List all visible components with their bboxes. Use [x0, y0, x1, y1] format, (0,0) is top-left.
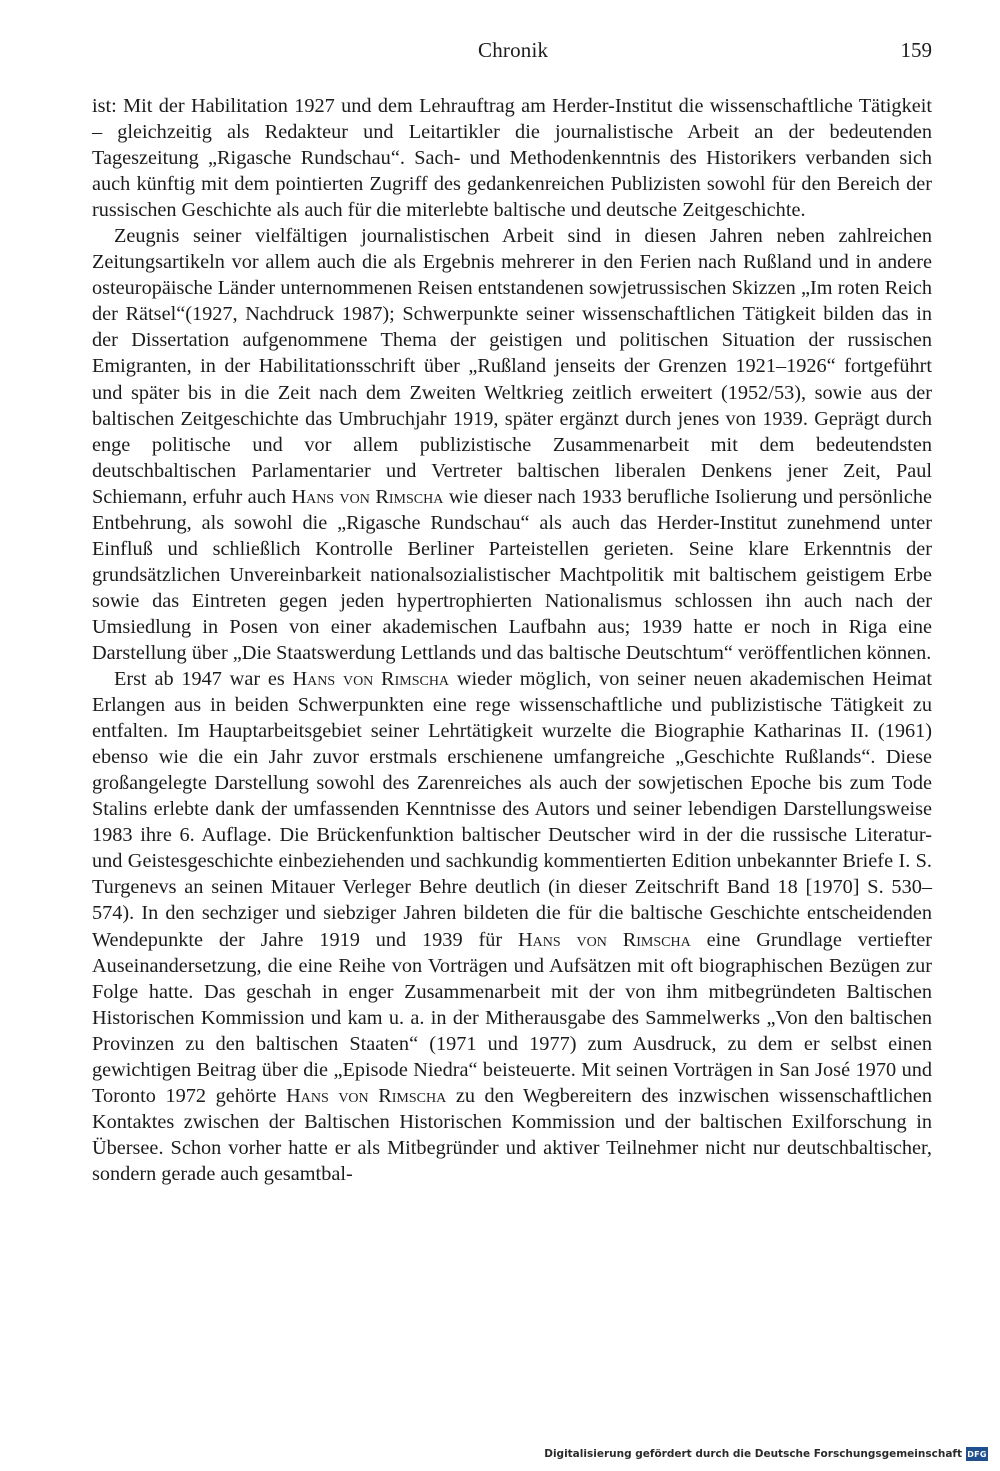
running-title: Chronik	[478, 38, 549, 62]
body-text	[92, 93, 932, 1187]
paragraph-text: Zeugnis seiner vielfältigen journalistischen Arbeit sind in diesen Jahren neben zahlreichen Zeitungsartikeln vor allem auch die als Ergebnis mehrerer in den Ferien nach Rußland und in andere osteuropäische Länder unternommenen Reisen entstandenen sowjetrussischen Skizzen „Im roten Reich der Rätsel“(1927, Nachdruck 1987); Schwerpunkte seiner wissenschaftlichen Tätigkeit bilden das in der Dissertation aufgenommene Thema der geistigen und politischen Situation der russischen Emigranten, in der Habilitationsschrift über „Rußland jenseits der Grenzen 1921–1926“ fortgeführt und später bis in die Zeit nach dem Zweiten Weltkrieg zeitlich erweitert (1952/53), sowie aus der baltischen Zeitgeschichte das Umbruchjahr 1919, später ergänzt durch jenes von 1939. Geprägt durch enge politische und vor allem publizistische Zusammenarbeit mit dem bedeutendsten deutschbaltischen Parlamentarier und Vertreter baltischen liberalen Denkens jener Zeit, Paul Schiemann, erfuhr auch	[92, 225, 932, 508]
paragraph	[92, 223, 932, 666]
person-name: Hans von Rimscha	[517, 928, 691, 951]
page-number: 159	[900, 38, 932, 62]
paragraph	[92, 93, 932, 223]
paragraph-text: zu den Wegbereitern des inzwischen wissenschaftlichen Kontaktes zwischen der Baltischen Historischen Kommission und der baltischen Exilforschung in Übersee. Schon vorher hatte er als Mitbegründer und aktiver Teilnehmer nicht nur deutschbaltischer, sondern gerade auch gesamtbal-	[92, 1084, 933, 1185]
person-name: Hans von Rimscha	[286, 1084, 447, 1107]
dfg-logo-icon: DFG	[966, 1447, 988, 1461]
digitization-credit	[544, 1447, 988, 1461]
paragraph-text: ist: Mit der Habilitation 1927 und dem Lehrauftrag am Herder-Institut die wissenschaftliche Tätigkeit – gleichzeitig als Redakteur und Leitartikler die journalistische Arbeit an der bedeutenden Tageszeitung „Rigasche Rundschau“. Sach- und Methodenkenntnis des Historikers verbanden sich auch künftig mit dem pointierten Zugriff des gedankenreichen Publizisten sowohl für den Bereich der russischen Geschichte als auch für die miterlebte baltische und deutsche Zeitgeschichte.	[92, 95, 932, 222]
person-name: Hans von Rimscha	[291, 485, 444, 508]
paragraph-text: wie dieser nach 1933 berufliche Isolierung und persönliche Entbehrung, als sowohl die „Rigasche Rundschau“ als auch das Herder-Institut zunehmend unter Einfluß und schließlich Kontrolle Berliner Parteistellen gerieten. Seine klare Erkenntnis der grundsätzlichen Unvereinbarkeit nationalsozialistischer Machtpolitik mit baltischem geistigem Erbe sowie das Eintreten gegen jeden hypertrophierten Nationalismus schlossen ihn auch nach der Umsiedlung in Posen von einer akademischen Laufbahn aus; 1939 hatte er noch in Riga eine Darstellung über „Die Staatswerdung Lettlands und das baltische Deutschtum“ veröffentlichen können.	[92, 485, 932, 664]
person-name: Hans von Rimscha	[292, 668, 450, 691]
paragraph	[92, 666, 932, 1187]
paragraph-text: wieder möglich, von seiner neuen akademischen Heimat Erlangen aus in beiden Schwerpunkten eine rege wissenschaftliche und publizistische Tätigkeit zu entfalten. Im Hauptarbeitsgebiet seiner Lehrtätigkeit wurzelte die Biographie Katharinas II. (1961) ebenso wie die ein Jahr zuvor erstmals erschienene umfangreiche „Geschichte Rußlands“. Diese großangelegte Darstellung sowohl des Zarenreiches als auch der sowjetischen Epoche bis zum Tode Stalins erlebte dank der umfassenden Kenntnisse des Autors und seiner lebendigen Darstellungsweise 1983 ihre 6. Auflage. Die Brückenfunktion baltischer Deutscher wird in der die russische Literatur- und Geistesgeschichte einbeziehenden und sachkundig kommentierten Edition unbekannter Briefe I. S. Turgenevs an seinen Mitauer Verleger Behre deutlich (in dieser Zeitschrift Band 18 [1970] S. 530–574). In den sechziger und siebziger Jahren bildeten die für die baltische Geschichte entscheidenden Wendepunkte der Jahre 1919 und 1939 für	[92, 668, 932, 951]
paragraph-text: Erst ab 1947 war es	[114, 668, 293, 691]
paragraph-text: eine Grundlage vertiefter Auseinandersetzung, die eine Reihe von Vorträgen und Aufsätzen mit oft biographischen Bezügen zur Folge hatte. Das geschah in enger Zusammenarbeit mit der von ihm mitbegründeten Baltischen Historischen Kommission und kam u. a. in der Mitherausgabe des Sammelwerks „Von den baltischen Provinzen zu den baltischen Staaten“ (1971 und 1977) zum Ausdruck, zu dem er selbst einen gewichtigen Beitrag über die „Episode Niedra“ beisteuerte. Mit seinen Vorträgen in San José 1970 und Toronto 1972 gehörte	[92, 928, 933, 1107]
footer-credit-text: Digitalisierung gefördert durch die Deutsche Forschungsgemeinschaft	[544, 1448, 962, 1460]
